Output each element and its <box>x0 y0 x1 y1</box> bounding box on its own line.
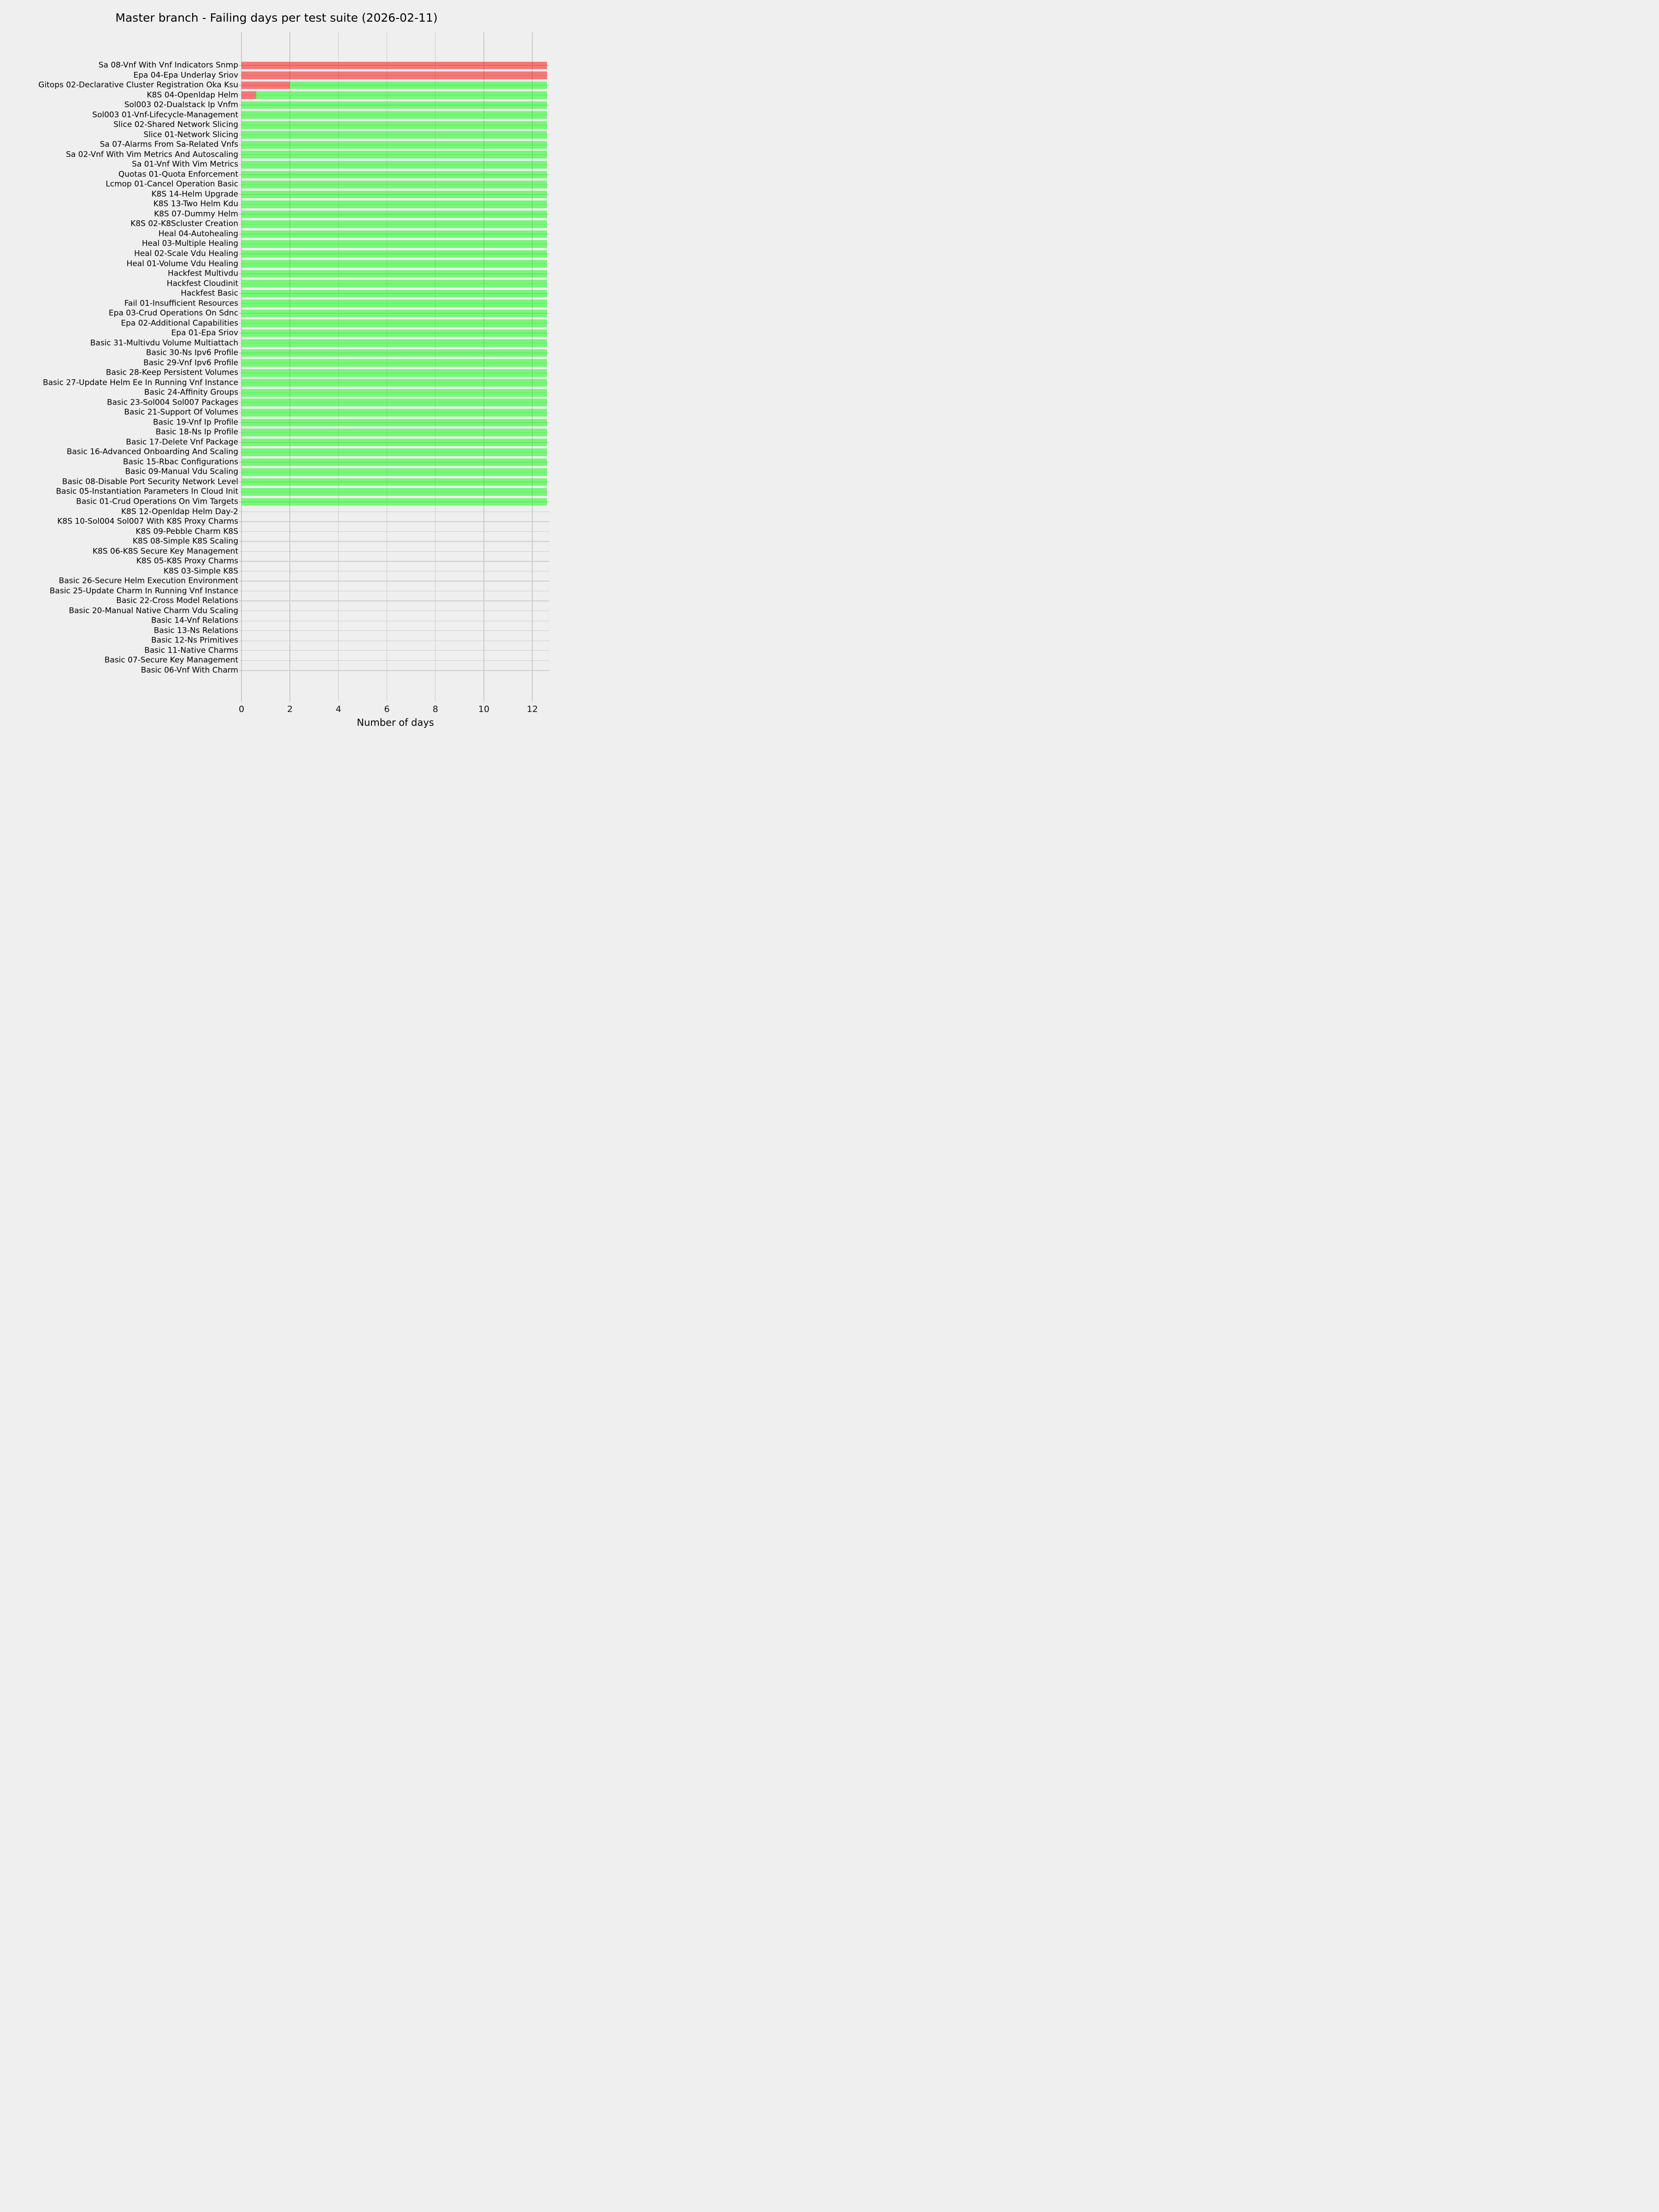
y-tick <box>239 204 241 205</box>
row-gridline <box>241 600 549 601</box>
bar-segment-passing <box>241 300 547 307</box>
y-tick <box>239 660 241 661</box>
row-label: Basic 29-Vnf Ipv6 Profile <box>143 358 238 368</box>
row-label: Basic 25-Update Charm In Running Vnf Instance <box>49 586 238 596</box>
bar-row <box>241 280 547 288</box>
bar-segment-passing <box>241 171 547 179</box>
row-label: Hackfest Cloudinit <box>166 279 238 288</box>
row-label: Slice 02-Shared Network Slicing <box>113 120 238 129</box>
y-tick <box>239 75 241 76</box>
bar-row <box>241 121 547 129</box>
y-tick <box>239 154 241 155</box>
bar-segment-passing <box>256 91 547 99</box>
bar-segment-passing <box>241 121 547 129</box>
bar-row <box>241 389 547 397</box>
row-label: Basic 18-Ns Ip Profile <box>155 427 238 437</box>
bar-segment-passing <box>241 290 547 298</box>
bar-row <box>241 171 547 179</box>
bar-row <box>241 101 547 109</box>
row-label: Basic 01-Crud Operations On Vim Targets <box>76 497 238 506</box>
bar-row <box>241 260 547 268</box>
y-tick <box>239 293 241 294</box>
bar-segment-passing <box>241 409 547 417</box>
row-label: Epa 03-Crud Operations On Sdnc <box>108 308 238 318</box>
row-label: Basic 11-Native Charms <box>144 646 238 655</box>
bar-segment-passing <box>241 399 547 406</box>
row-label: Basic 20-Manual Native Charm Vdu Scaling <box>69 606 238 616</box>
bar-row <box>241 429 547 436</box>
x-axis-label: Number of days <box>357 717 434 728</box>
row-label: Basic 21-Support Of Volumes <box>124 407 238 417</box>
row-label: Epa 02-Additional Capabilities <box>121 318 238 328</box>
bar-segment-passing <box>241 111 547 119</box>
row-label: K8S 14-Helm Upgrade <box>151 189 238 199</box>
row-label: Basic 31-Multivdu Volume Multiattach <box>90 338 238 348</box>
row-label: K8S 10-Sol004 Sol007 With K8S Proxy Charms <box>57 517 238 526</box>
bar-segment-passing <box>241 478 547 486</box>
y-tick <box>239 412 241 413</box>
row-label: Basic 06-Vnf With Charm <box>141 665 238 675</box>
row-label: K8S 09-Pebble Charm K8S <box>135 527 238 536</box>
bar-row <box>241 319 547 327</box>
chart-title: Master branch - Failing days per test suite (2026-02-11) <box>115 11 438 24</box>
bar-segment-passing <box>241 429 547 436</box>
bar-row <box>241 200 547 208</box>
row-label: Heal 04-Autohealing <box>158 229 238 239</box>
row-gridline <box>241 660 549 661</box>
y-tick <box>239 303 241 304</box>
figure <box>0 0 553 737</box>
row-label: Sol003 01-Vnf-Lifecycle-Management <box>92 110 238 120</box>
x-tick-label: 10 <box>478 704 490 714</box>
row-label: Fail 01-Insufficient Resources <box>124 299 238 308</box>
row-gridline <box>241 650 549 651</box>
row-label: K8S 02-K8Scluster Creation <box>130 219 238 229</box>
y-tick <box>239 273 241 274</box>
bar-row <box>241 419 547 427</box>
row-label: K8S 12-Openldap Helm Day-2 <box>121 507 238 516</box>
bar-segment-passing <box>241 468 547 476</box>
row-gridline <box>241 630 549 631</box>
bar-segment-passing <box>241 389 547 397</box>
row-label: Hackfest Basic <box>181 288 238 298</box>
y-tick <box>239 551 241 552</box>
bar-row <box>241 478 547 486</box>
row-label: Basic 05-Instantiation Parameters In Cloud Init <box>56 487 238 496</box>
bar-segment-passing <box>241 329 547 337</box>
row-label: Heal 02-Scale Vdu Healing <box>134 249 238 259</box>
row-label: Sol003 02-Dualstack Ip Vnfm <box>124 100 238 110</box>
y-tick <box>239 174 241 175</box>
y-tick <box>239 452 241 453</box>
row-label: Basic 26-Secure Helm Execution Environment <box>59 576 238 586</box>
bar-row <box>241 459 547 466</box>
bar-segment-passing <box>241 211 547 218</box>
bar-segment-passing <box>241 220 547 228</box>
bar-segment-failing <box>241 71 547 79</box>
row-gridline <box>241 551 549 552</box>
row-label: K8S 07-Dummy Helm <box>154 209 238 219</box>
row-label: Lcmop 01-Cancel Operation Basic <box>106 179 238 189</box>
bar-row <box>241 448 547 456</box>
bar-segment-passing <box>241 349 547 357</box>
bar-row <box>241 468 547 476</box>
row-label: Gitops 02-Declarative Cluster Registration Oka Ksu <box>38 80 238 90</box>
y-tick <box>239 184 241 185</box>
row-label: Basic 24-Affinity Groups <box>144 388 238 397</box>
bar-row <box>241 220 547 228</box>
row-label: Basic 15-Rbac Configurations <box>123 457 238 467</box>
bar-row <box>241 349 547 357</box>
bar-segment-passing <box>241 230 547 238</box>
bar-segment-passing <box>241 359 547 367</box>
bar-row <box>241 91 547 99</box>
bar-row <box>241 82 547 89</box>
x-tick-label: 8 <box>432 704 438 714</box>
x-tick-label: 12 <box>527 704 538 714</box>
row-label: Basic 28-Keep Persistent Volumes <box>106 368 238 377</box>
row-label: K8S 08-Simple K8S Scaling <box>132 536 238 546</box>
row-label: Basic 22-Cross Model Relations <box>116 596 238 606</box>
row-label: Heal 03-Multiple Healing <box>141 239 238 248</box>
bar-row <box>241 310 547 318</box>
bar-row <box>241 359 547 367</box>
y-tick <box>239 521 241 522</box>
bar-segment-passing <box>290 82 547 89</box>
x-tick-label: 0 <box>238 704 245 714</box>
row-label: Quotas 01-Quota Enforcement <box>118 170 238 179</box>
bar-segment-passing <box>241 319 547 327</box>
bar-segment-passing <box>241 379 547 387</box>
row-label: Basic 08-Disable Port Security Network Level <box>62 477 238 487</box>
row-gridline <box>241 521 549 522</box>
y-tick <box>239 253 241 254</box>
bar-segment-passing <box>241 191 547 199</box>
bar-row <box>241 181 547 188</box>
bar-row <box>241 379 547 387</box>
row-gridline <box>241 531 549 532</box>
x-tick-label: 4 <box>335 704 341 714</box>
row-label: Slice 01-Network Slicing <box>143 130 238 140</box>
y-tick <box>239 283 241 284</box>
y-tick <box>239 422 241 423</box>
y-tick <box>239 402 241 403</box>
bar-row <box>241 439 547 447</box>
row-label: Sa 01-Vnf With Vim Metrics <box>132 159 238 169</box>
bar-row <box>241 250 547 258</box>
bar-row <box>241 369 547 377</box>
bar-row <box>241 300 547 307</box>
row-label: Epa 04-Epa Underlay Sriov <box>133 71 238 80</box>
bar-segment-failing <box>241 62 547 70</box>
row-label: Sa 07-Alarms From Sa-Related Vnfs <box>100 140 238 149</box>
y-tick <box>239 670 241 671</box>
bar-segment-failing <box>241 82 290 89</box>
row-label: K8S 05-K8S Proxy Charms <box>136 556 238 566</box>
bar-row <box>241 191 547 199</box>
y-tick <box>239 382 241 383</box>
bar-segment-passing <box>241 240 547 248</box>
bar-segment-passing <box>241 459 547 466</box>
row-label: Sa 02-Vnf With Vim Metrics And Autoscaling <box>66 150 238 159</box>
row-label: Basic 30-Ns Ipv6 Profile <box>146 348 238 358</box>
row-label: Basic 12-Ns Primitives <box>151 635 238 645</box>
y-tick <box>239 432 241 433</box>
bar-segment-passing <box>241 419 547 427</box>
bar-row <box>241 131 547 139</box>
row-gridline <box>241 670 549 671</box>
bar-segment-passing <box>241 141 547 149</box>
y-tick <box>239 630 241 631</box>
row-label: Basic 07-Secure Key Management <box>104 655 238 665</box>
bar-segment-passing <box>241 250 547 258</box>
bar-row <box>241 329 547 337</box>
row-label: Basic 17-Delete Vnf Package <box>126 437 238 447</box>
bar-segment-passing <box>241 498 547 506</box>
row-label: Basic 23-Sol004 Sol007 Packages <box>106 398 238 407</box>
bar-segment-passing <box>241 339 547 347</box>
row-label: Hackfest Multivdu <box>168 269 238 278</box>
bar-segment-passing <box>241 131 547 139</box>
bar-row <box>241 498 547 506</box>
bar-row <box>241 270 547 278</box>
bar-segment-passing <box>241 448 547 456</box>
bar-row <box>241 111 547 119</box>
y-tick <box>239 501 241 502</box>
bar-segment-passing <box>241 369 547 377</box>
row-label: Basic 13-Ns Relations <box>153 626 238 635</box>
bar-segment-passing <box>241 260 547 268</box>
row-label: Heal 01-Volume Vdu Healing <box>126 259 238 268</box>
x-tick-label: 6 <box>384 704 390 714</box>
row-label: K8S 13-Two Helm Kdu <box>153 199 238 209</box>
y-tick <box>239 650 241 651</box>
bar-row <box>241 339 547 347</box>
row-label: Basic 16-Advanced Onboarding And Scaling <box>66 447 238 457</box>
row-label: K8S 06-K8S Secure Key Management <box>92 547 238 556</box>
bar-segment-passing <box>241 488 547 496</box>
bar-segment-failing <box>241 91 256 99</box>
bar-row <box>241 290 547 298</box>
bar-row <box>241 409 547 417</box>
row-label: Sa 08-Vnf With Vnf Indicators Snmp <box>98 60 238 70</box>
y-tick <box>239 323 241 324</box>
bar-segment-passing <box>241 270 547 278</box>
bar-segment-passing <box>241 439 547 447</box>
bar-row <box>241 240 547 248</box>
bar-row <box>241 230 547 238</box>
row-label: Basic 27-Update Helm Ee In Running Vnf Instance <box>42 378 238 388</box>
bar-segment-passing <box>241 181 547 188</box>
bar-row <box>241 211 547 218</box>
bar-row <box>241 141 547 149</box>
bar-row <box>241 71 547 79</box>
plot-area <box>241 32 549 701</box>
bar-row <box>241 161 547 169</box>
bar-segment-passing <box>241 151 547 159</box>
bar-row <box>241 62 547 70</box>
bar-row <box>241 399 547 406</box>
bar-segment-passing <box>241 200 547 208</box>
row-label: K8S 04-Openldap Helm <box>147 90 238 100</box>
y-tick <box>239 531 241 532</box>
bar-row <box>241 488 547 496</box>
y-tick <box>239 600 241 601</box>
bar-segment-passing <box>241 101 547 109</box>
row-label: Basic 09-Manual Vdu Scaling <box>125 467 238 477</box>
bar-segment-passing <box>241 161 547 169</box>
x-tick-label: 2 <box>287 704 293 714</box>
row-label: Basic 14-Vnf Relations <box>151 616 238 625</box>
bar-row <box>241 151 547 159</box>
bar-segment-passing <box>241 280 547 288</box>
bar-segment-passing <box>241 310 547 318</box>
row-label: K8S 03-Simple K8S <box>163 566 238 576</box>
row-label: Basic 19-Vnf Ip Profile <box>153 418 238 427</box>
row-label: Epa 01-Epa Sriov <box>171 328 238 338</box>
